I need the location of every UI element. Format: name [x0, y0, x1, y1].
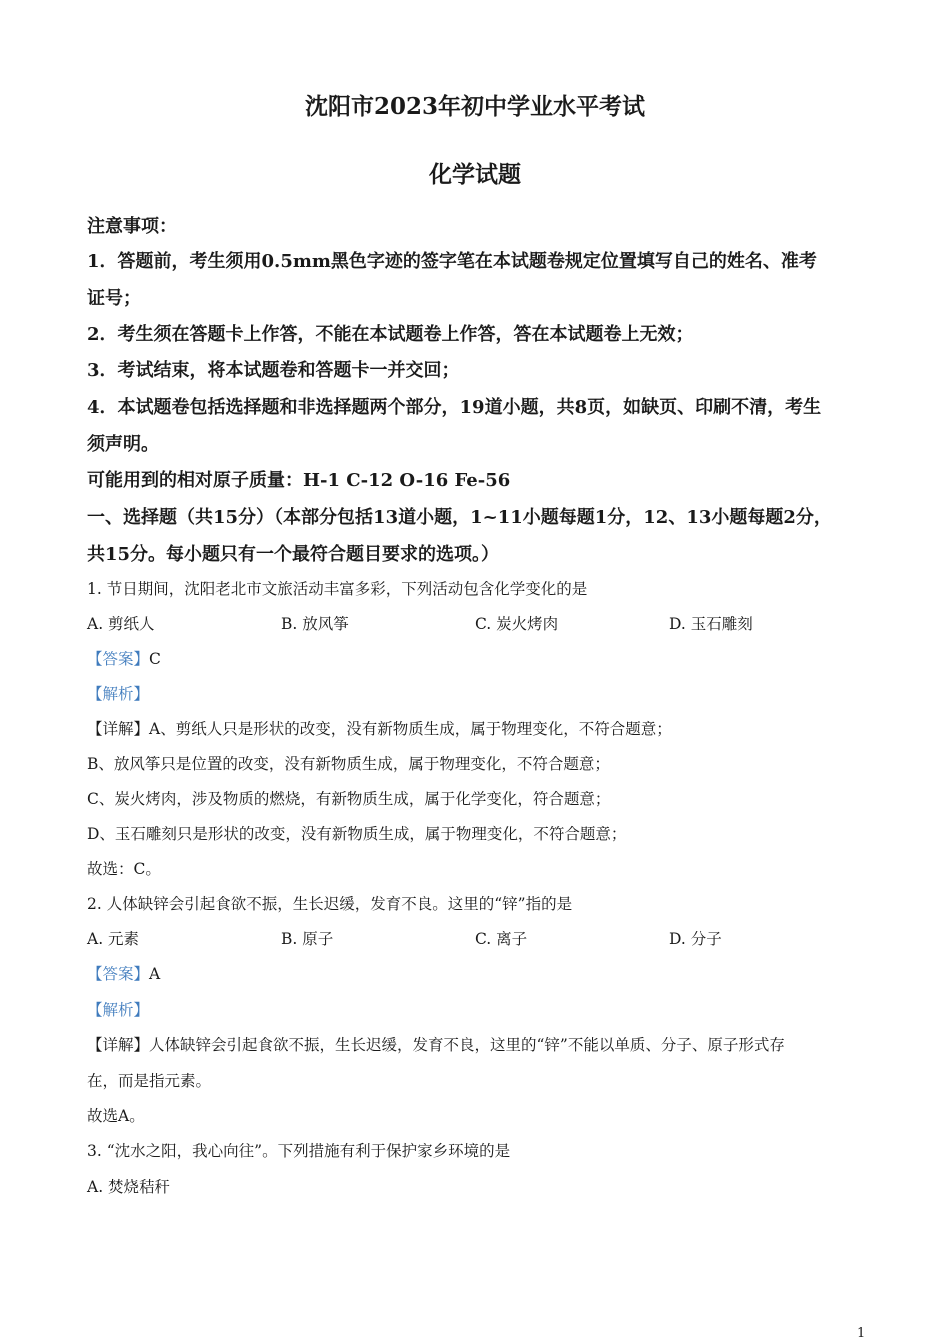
- q1-detail: B、放风筝只是位置的改变，没有新物质生成，属于物理变化，不符合题意；: [87, 755, 610, 773]
- section-heading: 一、选择题（共15分）（本部分包括13道小题，1~11小题每题1分，12、13小题每题2分，: [87, 507, 832, 528]
- q2-option-d: D. 分子: [669, 930, 722, 948]
- q3-stem: 3. “沈水之阳，我心向往”。下列措施有利于保护家乡环境的是: [87, 1142, 511, 1160]
- q2-option-c: C. 离子: [475, 930, 528, 948]
- notice-item: 2．考生须在答题卡上作答，不能在本试题卷上作答，答在本试题卷上无效；: [87, 324, 694, 345]
- q1-detail: 故选：C。: [87, 860, 161, 878]
- notice-item: 3．考试结束，将本试题卷和答题卡一并交回；: [87, 360, 460, 381]
- q1-option-b: B. 放风筝: [281, 615, 349, 633]
- page-title: 沈阳市2023年初中学业水平考试: [304, 93, 645, 120]
- q3-option-a: A. 焚烧秸秆: [87, 1178, 171, 1196]
- answer-tag: 【答案】: [87, 650, 150, 668]
- q2-analysis-tag: 【解析】: [87, 1001, 150, 1019]
- notice-heading: 注意事项：: [87, 216, 177, 237]
- q1-detail: C、炭火烤肉，涉及物质的燃烧，有新物质生成，属于化学变化，符合题意；: [87, 790, 611, 808]
- section-heading: 共15分。每小题只有一个最符合题目要求的选项。）: [87, 544, 500, 565]
- q1-detail: 【详解】A、剪纸人只是形状的改变，没有新物质生成，属于物理变化，不符合题意；: [87, 720, 672, 738]
- atomic-mass-line: 可能用到的相对原子质量：H-1 C-12 O-16 Fe-56: [87, 470, 511, 491]
- page-subtitle: 化学试题: [429, 161, 521, 188]
- q1-analysis-tag: 【解析】: [87, 685, 150, 703]
- q2-option-b: B. 原子: [281, 930, 334, 948]
- answer-tag: 【答案】: [87, 965, 150, 983]
- q1-stem: 1. 节日期间，沈阳老北市文旅活动丰富多彩，下列活动包含化学变化的是: [87, 580, 588, 598]
- page-number: 1: [857, 1326, 866, 1341]
- q2-detail: 在，而是指元素。: [87, 1072, 212, 1090]
- q2-detail: 【详解】人体缺锌会引起食欲不振，生长迟缓，发育不良，这里的“锌”不能以单质、分子、原子形式存: [87, 1036, 785, 1054]
- q2-answer: [87, 962, 160, 984]
- q2-stem: 2. 人体缺锌会引起食欲不振，生长迟缓，发育不良。这里的“锌”指的是: [87, 895, 573, 913]
- q2-option-a: A. 元素: [87, 930, 140, 948]
- q1-detail: D、玉石雕刻只是形状的改变，没有新物质生成，属于物理变化，不符合题意；: [87, 825, 627, 843]
- q1-answer: [87, 647, 161, 669]
- q2-detail: 故选A。: [87, 1107, 145, 1125]
- notice-item: 须声明。: [87, 434, 159, 455]
- q1-option-c: C. 炭火烤肉: [475, 615, 559, 633]
- notice-item: 4．本试题卷包括选择题和非选择题两个部分，19道小题，共8页，如缺页、印刷不清，考生: [87, 397, 822, 418]
- notice-item: 1．答题前，考生须用0.5mm黑色字迹的签字笔在本试题卷规定位置填写自己的姓名、准考: [87, 251, 817, 272]
- q1-option-d: D. 玉石雕刻: [669, 615, 753, 633]
- answer-value: A: [149, 965, 161, 983]
- notice-item: 证号；: [87, 288, 141, 309]
- q1-option-a: A. 剪纸人: [87, 615, 155, 633]
- answer-value: C: [149, 650, 161, 668]
